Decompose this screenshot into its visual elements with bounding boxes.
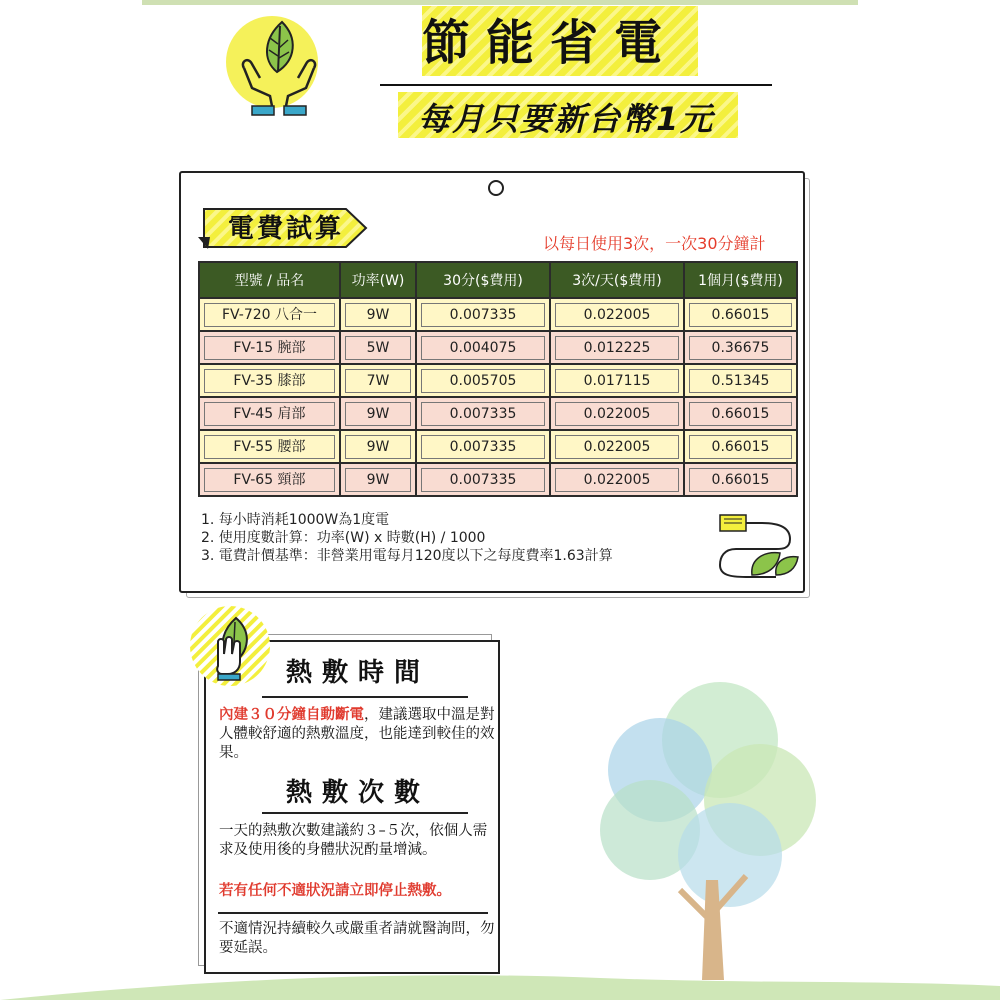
page-subtitle: 每月只要新台幣1元 bbox=[418, 100, 715, 138]
page-title: 節能省電 bbox=[422, 15, 679, 71]
table-row bbox=[199, 430, 797, 463]
heat-time-title: 熱敷時間 bbox=[286, 658, 431, 688]
hand-leaf-icon bbox=[188, 604, 272, 688]
col-power: 功率(W) bbox=[340, 262, 416, 298]
cell-costmonth: 0.66015 bbox=[689, 468, 792, 492]
cell-costmonth: 0.51345 bbox=[689, 369, 792, 393]
cell-power: 9W bbox=[345, 402, 411, 426]
heat-time-rest: ，建議選取中溫是對人體較舒適的熱敷溫度，也能達到較佳的效果。 bbox=[219, 707, 495, 761]
cell-costmonth: 0.66015 bbox=[689, 402, 792, 426]
cell-cost30: 0.007335 bbox=[421, 402, 545, 426]
doctor-advice: 不適情況持續較久或嚴重者請就醫詢問，勿要延誤。 bbox=[219, 921, 495, 956]
cell-costmonth: 0.66015 bbox=[689, 303, 792, 327]
cell-costday: 0.022005 bbox=[555, 303, 679, 327]
title-divider bbox=[380, 84, 772, 86]
cell-cost30: 0.004075 bbox=[421, 336, 545, 360]
cell-model: FV-35 膝部 bbox=[204, 369, 335, 393]
table-row bbox=[199, 397, 797, 430]
usage-condition: 以每日使用3次，一次30分鐘計 bbox=[543, 234, 766, 253]
cell-model: FV-720 八合一 bbox=[204, 303, 335, 327]
table-row bbox=[199, 463, 797, 496]
calc-tag-label: 電費試算 bbox=[228, 214, 345, 244]
cell-power: 5W bbox=[345, 336, 411, 360]
cell-costmonth: 0.66015 bbox=[689, 435, 792, 459]
cell-power: 7W bbox=[345, 369, 411, 393]
table-row bbox=[199, 331, 797, 364]
col-costmonth: 1個月($費用) bbox=[684, 262, 797, 298]
cell-costday: 0.022005 bbox=[555, 435, 679, 459]
cell-power: 9W bbox=[345, 303, 411, 327]
heat-count-divider bbox=[262, 812, 468, 814]
table-row bbox=[199, 364, 797, 397]
hands-leaf-icon bbox=[222, 10, 332, 120]
note-line: 2. 使用度數計算：功率(W) x 時數(H) / 1000 bbox=[201, 530, 486, 546]
heat-time-divider bbox=[262, 696, 468, 698]
cell-cost30: 0.007335 bbox=[421, 303, 545, 327]
cost-table bbox=[198, 261, 798, 497]
cell-costday: 0.012225 bbox=[555, 336, 679, 360]
pin-icon bbox=[488, 180, 504, 196]
cell-costmonth: 0.36675 bbox=[689, 336, 792, 360]
stop-warning: 若有任何不適狀況請立即停止熱敷。 bbox=[219, 883, 451, 899]
col-cost30: 30分($費用) bbox=[416, 262, 550, 298]
cell-model: FV-15 腕部 bbox=[204, 336, 335, 360]
col-costday: 3次/天($費用) bbox=[550, 262, 684, 298]
table-header-row bbox=[199, 262, 797, 298]
col-model: 型號 / 品名 bbox=[199, 262, 340, 298]
cell-power: 9W bbox=[345, 468, 411, 492]
cell-model: FV-65 頸部 bbox=[204, 468, 335, 492]
plug-leaf-icon bbox=[716, 509, 800, 581]
cell-model: FV-55 腰部 bbox=[204, 435, 335, 459]
cell-costday: 0.017115 bbox=[555, 369, 679, 393]
table-row bbox=[199, 298, 797, 331]
cell-cost30: 0.005705 bbox=[421, 369, 545, 393]
tree-illustration bbox=[560, 680, 860, 1000]
cell-power: 9W bbox=[345, 435, 411, 459]
heat-count-title: 熱敷次數 bbox=[286, 778, 431, 808]
warning-divider bbox=[218, 912, 488, 914]
note-line: 3. 電費計價基準：非營業用電每月120度以下之每度費率1.63計算 bbox=[201, 548, 613, 564]
note-line: 1. 每小時消耗1000W為1度電 bbox=[201, 512, 390, 528]
heat-count-text: 一天的熱敷次數建議約３–５次，依個人需求及使用後的身體狀況酌量增減。 bbox=[219, 823, 488, 858]
cell-model: FV-45 肩部 bbox=[204, 402, 335, 426]
ground-grass bbox=[0, 960, 1000, 1000]
cell-costday: 0.022005 bbox=[555, 468, 679, 492]
cell-costday: 0.022005 bbox=[555, 402, 679, 426]
cell-cost30: 0.007335 bbox=[421, 435, 545, 459]
heat-time-text bbox=[219, 706, 499, 763]
calc-notes bbox=[201, 511, 613, 565]
cell-cost30: 0.007335 bbox=[421, 468, 545, 492]
auto-off-highlight: 內建３０分鐘自動斷電 bbox=[219, 707, 364, 723]
